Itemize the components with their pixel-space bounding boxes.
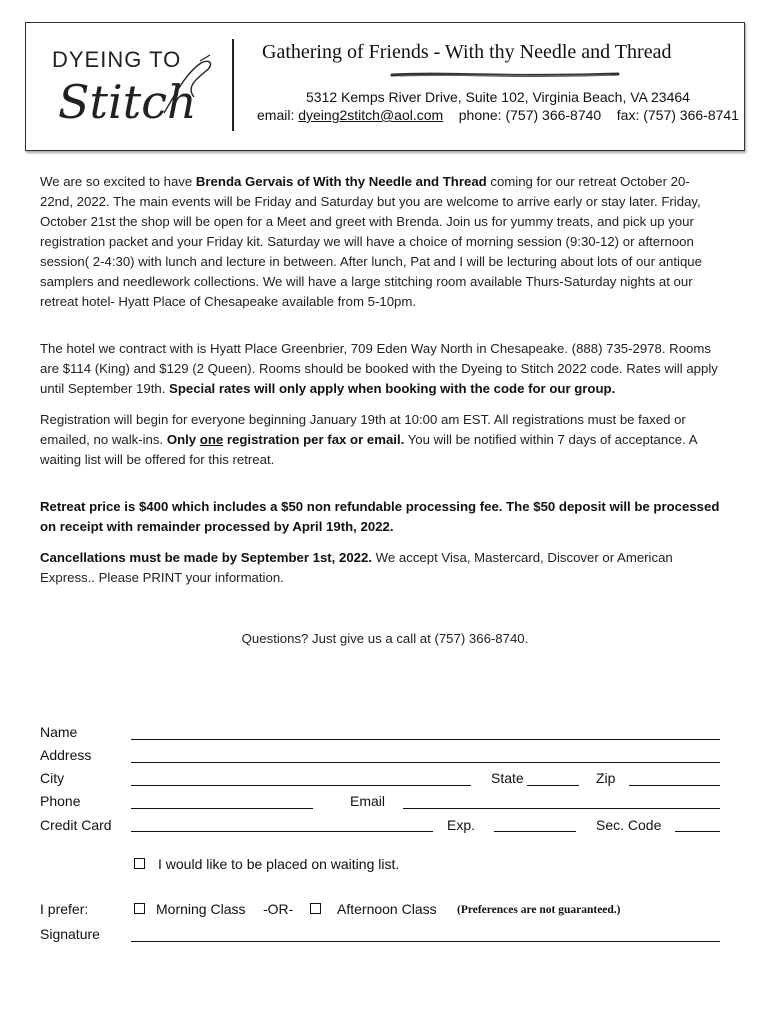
- decorative-thread-rule: [390, 71, 620, 79]
- sec-code-field[interactable]: [675, 831, 720, 832]
- city-label: City: [40, 770, 65, 786]
- letterhead: [25, 22, 745, 151]
- waiting-list-checkbox[interactable]: [134, 858, 145, 869]
- logo-text-top: DYEING TO: [52, 47, 182, 72]
- address-label: Address: [40, 747, 92, 763]
- zip-field[interactable]: [629, 785, 720, 786]
- page-title: Gathering of Friends - With thy Needle and Thread: [262, 41, 672, 63]
- afternoon-class-label: Afternoon Class: [337, 901, 437, 917]
- registration-paragraph: Registration will begin for everyone beginning January 19th at 10:00 am EST. All registrations must be faxed or emailed, no walk-ins. Only one registration per fax or email. You will be notified within 7 days of acceptance. A waiting list will be offered for this retreat.: [40, 412, 697, 467]
- morning-class-checkbox[interactable]: [134, 903, 145, 914]
- credit-card-field[interactable]: [131, 831, 433, 832]
- phone-label: Phone: [40, 793, 81, 809]
- intro-paragraph: We are so excited to have Brenda Gervais of With thy Needle and Thread coming for our retreat October 20-22nd, 2022. The main events will be Friday and Saturday but you are welcome to arrive early or stay later. Friday, October 21st the shop will be open for a Meet and greet with Brenda. Join us for yummy treats, and pick up your registration packet and your Friday kit. Saturday we will have a choice of morning session (9:30-12) or afternoon session( 2-4:30) with lunch and lecture in between. After lunch, Pat and I will be lecturing about lots of our antique samplers and needlework collections. We will have a large stitching room available Thurs-Saturday nights at our retreat hotel- Hyatt Place of Chesapeake available from 5-10pm.: [40, 174, 702, 309]
- needle-swirl-icon: [156, 53, 216, 123]
- price-paragraph: Retreat price is $400 which includes a $50 non refundable processing fee. The $50 deposit will be processed on receipt with remainder processed by April 19th, 2022.: [40, 499, 720, 534]
- state-field[interactable]: [527, 785, 579, 786]
- cancellation-paragraph: Cancellations must be made by September 1st, 2022. We accept Visa, Mastercard, Discover or American Express.. Please PRINT your information.: [40, 550, 673, 585]
- email-field[interactable]: [403, 808, 720, 809]
- name-field[interactable]: [131, 739, 720, 740]
- header-divider: [232, 39, 234, 131]
- signature-label: Signature: [40, 926, 100, 942]
- waiting-list-label: I would like to be placed on waiting list.: [158, 856, 400, 872]
- exp-field[interactable]: [494, 831, 576, 832]
- preferences-note: (Preferences are not guaranteed.): [457, 904, 621, 916]
- or-label: -OR-: [263, 901, 294, 917]
- contact-line: [257, 107, 739, 123]
- afternoon-class-checkbox[interactable]: [310, 903, 321, 914]
- shop-address: 5312 Kemps River Drive, Suite 102, Virginia Beach, VA 23464: [306, 89, 690, 105]
- name-label: Name: [40, 724, 78, 740]
- state-label: State: [491, 770, 524, 786]
- credit-card-label: Credit Card: [40, 817, 112, 833]
- email-link[interactable]: dyeing2stitch@aol.com: [298, 107, 444, 123]
- signature-field[interactable]: [131, 941, 720, 942]
- sec-code-label: Sec. Code: [596, 817, 662, 833]
- fax-text: fax: (757) 366-8741: [616, 107, 739, 123]
- city-field[interactable]: [131, 785, 471, 786]
- address-field[interactable]: [131, 762, 720, 763]
- questions-line: Questions? Just give us a call at (757) 366-8740.: [241, 631, 529, 646]
- exp-label: Exp.: [447, 817, 476, 833]
- hotel-paragraph: The hotel we contract with is Hyatt Place Greenbrier, 709 Eden Way North in Chesapeake. (888) 735-2978. Rooms are $114 (King) and $129 (2 Queen). Rooms should be booked with the Dyeing to Stitch 2022 code. Rates will apply until September 19th. Special rates will only apply when booking with the code for our group.: [40, 341, 718, 396]
- email-field-label: Email: [350, 793, 386, 809]
- prefer-label: I prefer:: [40, 901, 89, 917]
- zip-label: Zip: [596, 770, 616, 786]
- phone-field[interactable]: [131, 808, 313, 809]
- morning-class-label: Morning Class: [156, 901, 246, 917]
- email-label: email:: [257, 107, 299, 123]
- logo-text-script: Stitch: [58, 75, 197, 129]
- phone-text: phone: (757) 366-8740: [458, 107, 602, 123]
